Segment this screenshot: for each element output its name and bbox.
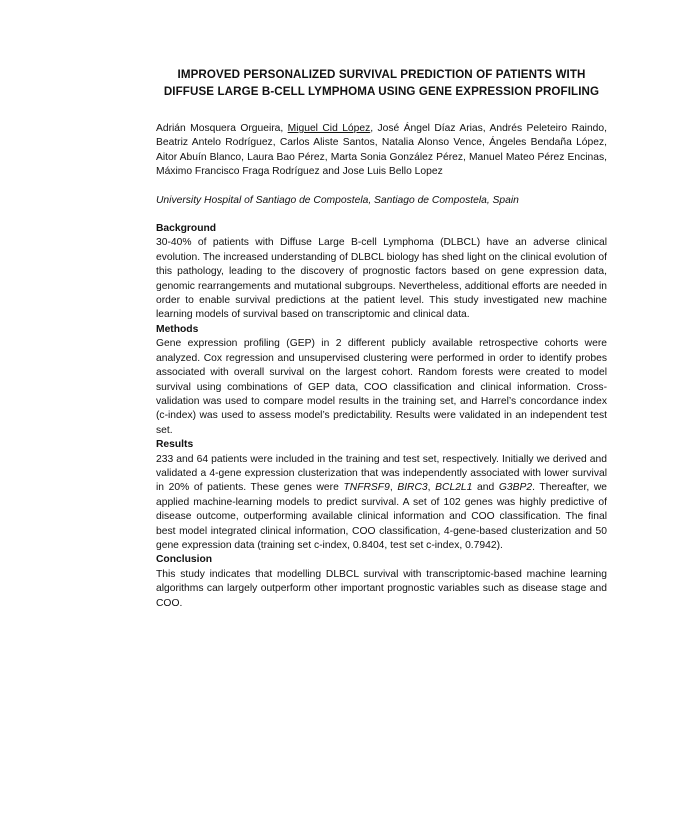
heading-methods: Methods	[156, 323, 199, 335]
gene-tnfrsf9: TNFRSF9	[343, 482, 390, 494]
results-text-b: . Thereafter, we applied machine-learning models to predict survival. A set of 102 genes was highly predictive of disease outcome, outperforming available clinical information and COO classification. The final best model integrated clinical information, COO classification, 4-gene-based clusterization and 50 gene expression data (training set c-index, 0.8404, test set c-index, 0.7942).	[156, 482, 608, 551]
text-conclusion: This study indicates that modelling DLBCL survival with transcriptomic-based machine learning algorithms can largely outperform other important prognostic variables such as disease stage and COO.	[156, 568, 607, 609]
heading-background: Background	[156, 223, 217, 235]
title-line-2: DIFFUSE LARGE B-CELL LYMPHOMA USING GENE EXPRESSION PROFILING	[163, 84, 600, 98]
abstract-content	[156, 67, 607, 611]
heading-conclusion: Conclusion	[156, 554, 213, 566]
title-line-1: IMPROVED PERSONALIZED SURVIVAL PREDICTION OF PATIENTS WITH	[177, 68, 586, 81]
presenting-author: Miguel Cid López	[287, 123, 371, 134]
gene-g3bp2: G3BP2	[498, 482, 533, 494]
gene-bcl2l1: BCL2L1	[435, 482, 473, 494]
paper-title	[136, 67, 627, 100]
results-sep-2: ,	[427, 482, 436, 494]
heading-results: Results	[156, 439, 194, 451]
author-list	[156, 122, 607, 180]
text-methods: Gene expression profiling (GEP) in 2 different publicly available retrospective cohorts were analyzed. Cox regression and unsupervised clustering were performed in order to identify probes associated with overall survival on the largest cohort. Random forests were created to model survival using combinations of GEP data, COO classification and clinical information. Cross-validation was used to compare model results in the training set, and Harrel’s concordance index (c-index) was used to assess model’s predictability. Results were validated in an independent test set.	[156, 338, 607, 436]
section-results	[156, 438, 607, 553]
text-background: 30-40% of patients with Diffuse Large B-cell Lymphoma (DLBCL) have an adverse clinical evolution. The increased understanding of DLBCL biology has shed light on the clinical evolution of this pathology, leading to the discovery of prognostic factors based on gene expression data, genomic rearrangements and mutational subgroups. Nevertheless, additional efforts are needed in order to enable survival predictions at the patient level. This study investigated new machine learning models of survival based on transcriptomic and clinical data.	[156, 237, 607, 321]
section-methods	[156, 323, 607, 438]
results-sep-3: and	[472, 482, 499, 494]
text-results	[156, 453, 607, 554]
section-background	[156, 222, 607, 323]
results-sep-1: ,	[389, 482, 398, 494]
authors-after: , José Ángel Díaz Arias, Andrés Peleteiro Raindo, Beatriz Antelo Rodríguez, Carlos Aliste Santos, Natalia Alonso Vence, Ángeles Bendaña López, Aitor Abuín Blanco, Laura Bao Pérez, Marta Sonia González Pérez, Manuel Mateo Pérez Encinas, Máximo Francisco Fraga Rodríguez and Jose Luis Bello Lopez	[156, 123, 607, 178]
section-conclusion	[156, 553, 607, 611]
authors-before: Adrián Mosquera Orgueira,	[156, 123, 288, 134]
gene-birc3: BIRC3	[397, 482, 428, 494]
results-text-a: 233 and 64 patients were included in the training and test set, respectively. Initially we derived and validated a 4-gene expression clusterization that was independently associated with lower survival in 20% of patients. These genes were	[156, 453, 607, 494]
affiliation: University Hospital of Santiago de Compostela, Santiago de Compostela, Spain	[156, 194, 519, 206]
